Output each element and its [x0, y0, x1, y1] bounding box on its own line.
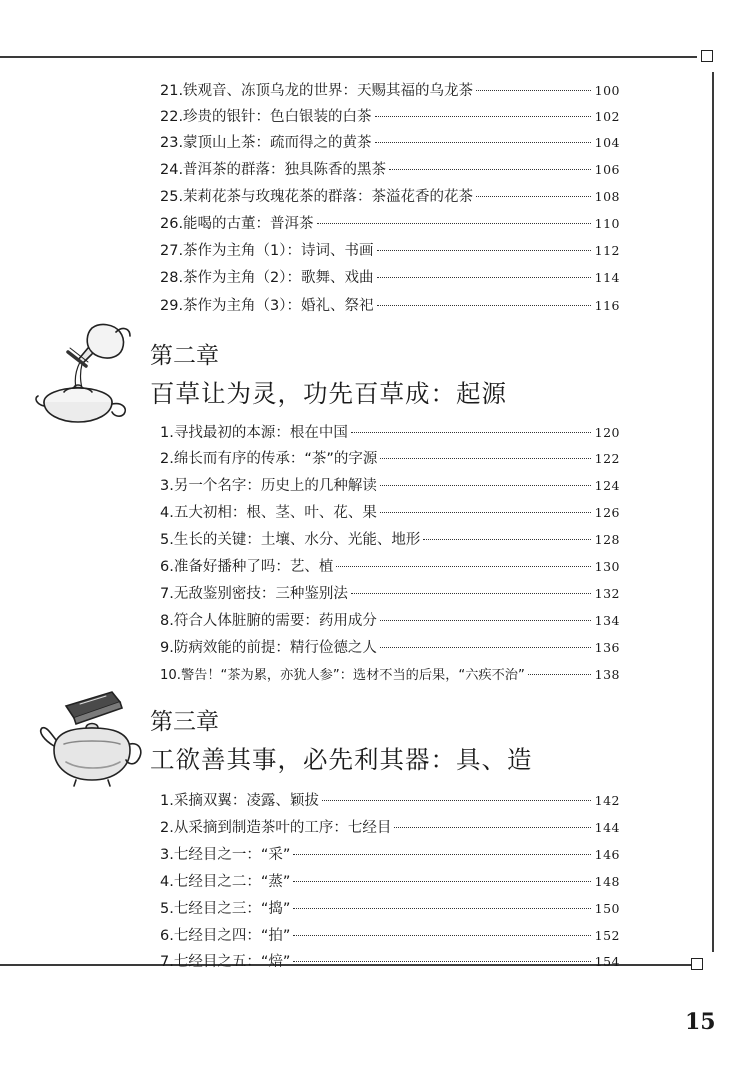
dot-leader [293, 961, 590, 962]
teapot-pouring-illustration [30, 318, 145, 428]
dot-leader [336, 566, 590, 567]
toc-entry[interactable]: 7.无敌鉴别密技：三种鉴别法 132 [160, 586, 620, 602]
dot-leader [322, 800, 591, 801]
toc-entry[interactable]: 5.生长的关键：土壤、水分、光能、地形 128 [160, 532, 620, 548]
dot-leader [293, 881, 590, 882]
page-number: 15 [685, 1009, 716, 1035]
dot-leader [375, 142, 591, 143]
toc-entry[interactable]: 6.准备好播种了吗：艺、植 130 [160, 559, 620, 575]
dot-leader [423, 539, 590, 540]
chapter-3-title: 工欲善其事，必先利其器：具、造 [150, 745, 533, 774]
dot-leader [293, 935, 590, 936]
toc-entry[interactable]: 2.绵长而有序的传承：“茶”的字源 122 [160, 451, 620, 467]
dot-leader [377, 305, 591, 306]
toc-entry[interactable]: 29.茶作为主角（3）：婚礼、祭祀 116 [160, 298, 620, 314]
toc-entry[interactable]: 4.七经目之二：“蒸” 148 [160, 874, 620, 890]
toc-entry[interactable]: 21.铁观音、冻顶乌龙的世界：天赐其福的乌龙茶 100 [160, 83, 620, 99]
dot-leader [293, 854, 590, 855]
toc-entry[interactable]: 24.普洱茶的群落：独具陈香的黑茶 106 [160, 162, 620, 178]
toc-entry[interactable]: 5.七经目之三：“捣” 150 [160, 901, 620, 917]
dot-leader [528, 674, 591, 675]
toc-entry[interactable]: 3.七经目之一：“采” 146 [160, 847, 620, 863]
dot-leader [293, 908, 590, 909]
chapter-2-number: 第二章 [150, 343, 219, 369]
dot-leader [380, 620, 591, 621]
dot-leader [380, 485, 591, 486]
toc-entry[interactable]: 23.蒙顶山上茶：疏而得之的黄茶 104 [160, 135, 620, 151]
toc-entry[interactable]: 27.茶作为主角（1）：诗词、书画 112 [160, 243, 620, 259]
toc-entry[interactable]: 7.七经目之五：“焙” 154 [160, 954, 620, 970]
dot-leader [317, 223, 591, 224]
toc-entry[interactable]: 10.警告！“茶为累，亦犹人参”：选材不当的后果，“六疾不治” 138 [160, 667, 620, 683]
dot-leader [351, 432, 591, 433]
toc-entry[interactable]: 26.能喝的古董：普洱茶 110 [160, 216, 620, 232]
chapter-2-title: 百草让为灵，功先百草成：起源 [150, 379, 507, 408]
toc-entry[interactable]: 4.五大初相：根、茎、叶、花、果 126 [160, 505, 620, 521]
toc-entry[interactable]: 3.另一个名字：历史上的几种解读 124 [160, 478, 620, 494]
dot-leader [377, 250, 591, 251]
chapter-3-number: 第三章 [150, 709, 219, 735]
dot-leader [380, 647, 591, 648]
top-rule [0, 56, 697, 58]
dot-leader [389, 169, 591, 170]
toc-entry[interactable]: 9.防病效能的前提：精行俭德之人 136 [160, 640, 620, 656]
toc-entry[interactable]: 28.茶作为主角（2）：歌舞、戏曲 114 [160, 270, 620, 286]
dot-leader [377, 277, 591, 278]
toc-entry[interactable]: 1.采摘双翼：凌露、颖拔 142 [160, 793, 620, 809]
toc-entry[interactable]: 2.从采摘到制造茶叶的工序：七经目 144 [160, 820, 620, 836]
dot-leader [380, 458, 590, 459]
right-rule [712, 72, 714, 952]
dot-leader [375, 116, 591, 117]
toc-entry[interactable]: 1.寻找最初的本源：根在中国 120 [160, 425, 620, 441]
dot-leader [476, 196, 591, 197]
dot-leader [380, 512, 591, 513]
toc-entry[interactable]: 8.符合人体脏腑的需要：药用成分 134 [160, 613, 620, 629]
corner-box-bottom [691, 958, 703, 970]
toc-entry[interactable]: 25.茉莉花茶与玫瑰花茶的群落：茶溢花香的花茶 108 [160, 189, 620, 205]
toc-entry[interactable]: 6.七经目之四：“拍” 152 [160, 928, 620, 944]
teapot-tea-brick-illustration [36, 688, 146, 793]
dot-leader [394, 827, 590, 828]
dot-leader [476, 90, 591, 91]
dot-leader [351, 593, 591, 594]
corner-box-top [701, 50, 713, 62]
toc-entry[interactable]: 22.珍贵的银针：色白银装的白茶 102 [160, 109, 620, 125]
